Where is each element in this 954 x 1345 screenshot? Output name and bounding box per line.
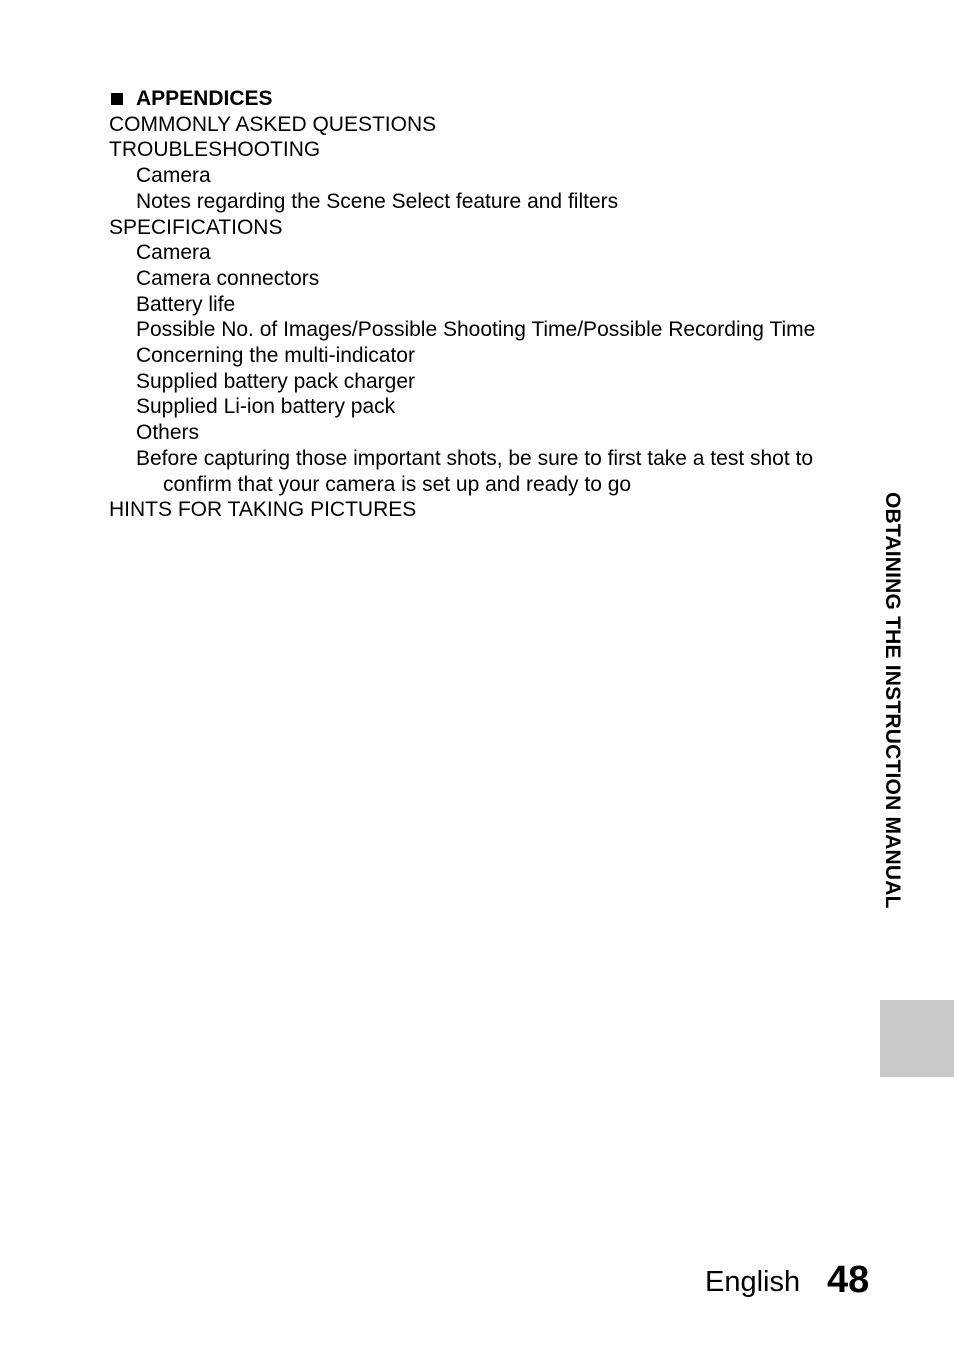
toc-entry-test-shot: Before capturing those important shots, be sure to first take a test shot to confirm that your camera is set up and ready to go	[136, 446, 814, 496]
toc-entry-others: Others	[136, 421, 200, 445]
toc-entry-battery-charger: Supplied battery pack charger	[136, 369, 415, 393]
toc-entry-multi-indicator: Concerning the multi-indicator	[136, 344, 415, 368]
toc-entry-battery-life: Battery life	[136, 292, 236, 316]
toc-entry-specifications-camera: Camera	[136, 241, 211, 265]
table-of-contents	[109, 86, 879, 523]
toc-entry-hints-for-taking-pictures: HINTS FOR TAKING PICTURES	[109, 498, 417, 522]
toc-entry-li-ion-battery: Supplied Li-ion battery pack	[136, 395, 396, 419]
toc-entry-scene-select-notes: Notes regarding the Scene Select feature and filters	[136, 189, 619, 213]
side-section-label: OBTAINING THE INSTRUCTION MANUAL	[881, 492, 904, 909]
toc-entry-troubleshooting-camera: Camera	[136, 164, 211, 188]
footer-language: English	[705, 1266, 801, 1298]
square-bullet-icon	[111, 93, 123, 105]
section-heading-label: APPENDICES	[136, 87, 273, 110]
toc-entry-specifications: SPECIFICATIONS	[109, 215, 283, 239]
toc-entry-commonly-asked-questions: COMMONLY ASKED QUESTIONS	[109, 112, 437, 136]
toc-entry-camera-connectors: Camera connectors	[136, 266, 320, 290]
side-section-tab	[880, 1000, 954, 1077]
page-number: 48	[827, 1259, 870, 1301]
toc-entry-troubleshooting: TROUBLESHOOTING	[109, 138, 321, 162]
section-heading-appendices	[109, 86, 879, 112]
toc-entry-possible-images: Possible No. of Images/Possible Shooting Time/Possible Recording Time	[136, 318, 816, 342]
